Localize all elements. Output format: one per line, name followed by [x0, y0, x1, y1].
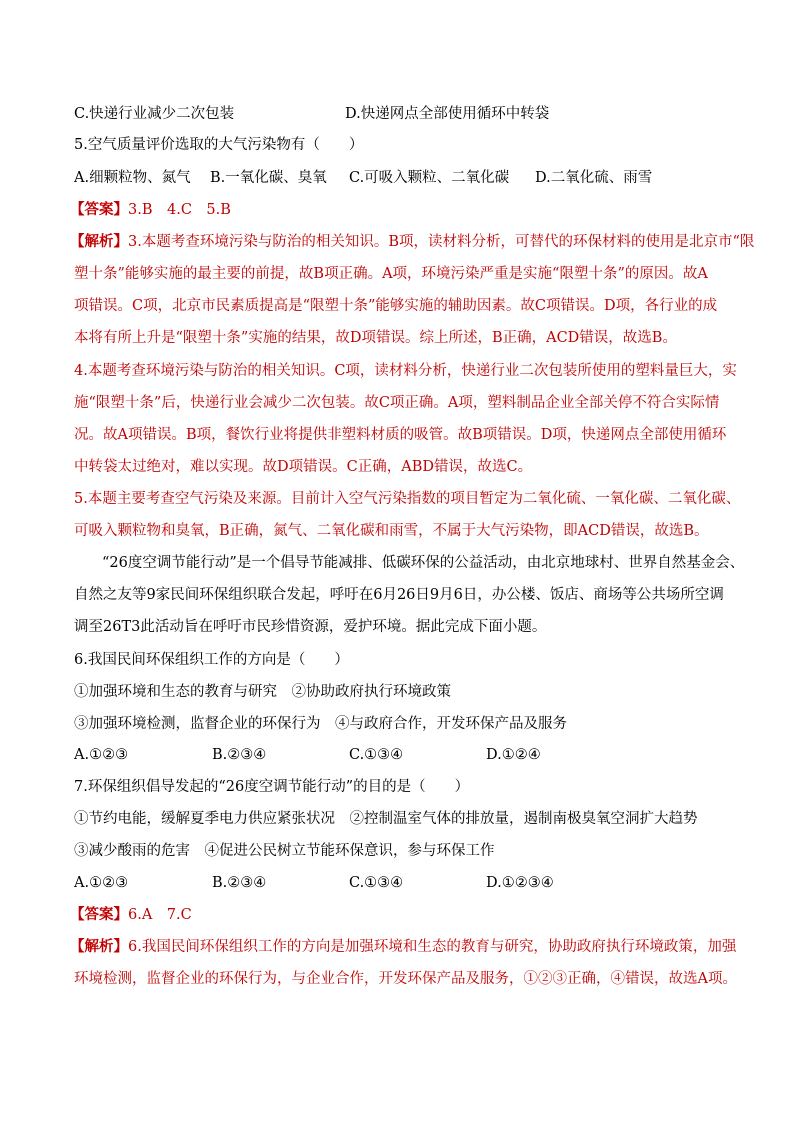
passage-line: 调至26T3此活动旨在呼吁市民珍惜资源，爱护环境。据此完成下面小题。: [74, 619, 547, 635]
answer-tag: 【答案】: [70, 906, 128, 923]
analysis-line: [70, 232, 754, 252]
analysis-line: 中转袋太过绝对，难以实现。故D项错误。C正确，ABD错误，故选C。: [74, 459, 533, 475]
analysis-line: 施“限塑十条”后，快递行业会减少二次包装。故C项正确。A项，塑料制品企业全部关停不符合实际情: [74, 395, 720, 411]
q4-option-d: D.快递网点全部使用循环中转袋: [345, 106, 550, 122]
analysis-line: 塑十条”能够实施的最主要的前提，故B项正确。A项，环境污染严重是实施“限塑十条”的原因。故A: [74, 266, 708, 282]
q5-option-b: B.一氧化碳、臭氧: [210, 170, 327, 186]
q5-stem: 5.空气质量评价选取的大气污染物有（ ）: [74, 137, 364, 153]
q7-option-b: B.②③④: [212, 875, 267, 891]
analysis-line: 4.本题考查环境污染与防治的相关知识。C项，读材料分析，快递行业二次包装所使用的塑料量巨大，实: [74, 363, 737, 379]
q6-option-a: A.①②③: [74, 747, 129, 763]
q6-stem: 6.我国民间环保组织工作的方向是（ ）: [74, 652, 349, 668]
passage-line: 自然之友等9家民间环保组织联合发起，呼吁在6月26日9月6日，办公楼、饭店、商场等公共场所空调: [74, 587, 724, 603]
answer-text: 3.B 4.C 5.B: [128, 202, 231, 218]
answer-block-1: [70, 200, 231, 220]
analysis-line: 环境检测，监督企业的环保行为，与企业合作，开发环保产品及服务，①②③正确，④错误，故选A项。: [74, 971, 737, 987]
answer-block-2: [70, 905, 192, 925]
q5-option-d: D.二氧化硫、雨雪: [535, 170, 653, 186]
q7-statement-line: ③减少酸雨的危害 ④促进公民树立节能环保意识，参与环保工作: [74, 843, 495, 859]
q4-option-c: C.快递行业减少二次包装: [74, 106, 235, 122]
answer-tag: 【答案】: [70, 201, 128, 218]
q6-statement-line: ③加强环境检测，监督企业的环保行为 ④与政府合作，开发环保产品及服务: [74, 716, 567, 732]
analysis-line: 况。故A项错误。B项，餐饮行业将提供非塑料材质的吸管。故B项错误。D项，快递网点全部使用循环: [74, 427, 727, 443]
q6-option-d: D.①②④: [486, 747, 541, 763]
q5-option-a: A.细颗粒物、氮气: [74, 170, 191, 186]
analysis-line: 可吸入颗粒物和臭氧，B正确，氮气、二氧化碳和雨雪，不属于大气污染物，即ACD错误，故选B。: [74, 523, 709, 539]
q6-option-c: C.①③④: [349, 747, 404, 763]
analysis-tag: 【解析】: [70, 233, 128, 250]
analysis-text: 3.本题考查环境污染与防治的相关知识。B项，读材料分析，可替代的环保材料的使用是北京市“限: [128, 234, 755, 250]
q6-option-b: B.②③④: [212, 747, 267, 763]
analysis-text: 6.我国民间环保组织工作的方向是加强环境和生态的教育与研究，协助政府执行环境政策，加强: [128, 939, 737, 955]
q7-option-d: D.①②③④: [486, 875, 554, 891]
analysis-tag: 【解析】: [70, 938, 128, 955]
q5-option-c: C.可吸入颗粒、二氧化碳: [349, 170, 510, 186]
analysis-line: 项错误。C项，北京市民素质提高是“限塑十条”能够实施的辅助因素。故C项错误。D项，各行业的成: [74, 298, 718, 314]
analysis-line: 5.本题主要考查空气污染及来源。目前计入空气污染指数的项目暂定为二氧化硫、一氧化碳、二氧化碳、: [74, 491, 741, 507]
q7-option-a: A.①②③: [74, 875, 129, 891]
q7-stem: 7.环保组织倡导发起的“26度空调节能行动”的目的是（ ）: [74, 779, 470, 795]
q7-statement-line: ①节约电能，缓解夏季电力供应紧张状况 ②控制温室气体的排放量，遏制南极臭氧空洞扩大趋势: [74, 811, 698, 827]
analysis-line: [70, 937, 736, 957]
answer-text: 6.A 7.C: [128, 907, 192, 923]
passage-line: “26度空调节能行动”是一个倡导节能减排、低碳环保的公益活动，由北京地球村、世界自然基金会、: [102, 555, 745, 571]
analysis-line: 本将有所上升是“限塑十条”实施的结果，故D项错误。综上所述，B正确，ACD错误，故选B。: [74, 330, 677, 346]
q7-option-c: C.①③④: [349, 875, 404, 891]
q6-statement-line: ①加强环境和生态的教育与研究 ②协助政府执行环境政策: [74, 684, 451, 700]
